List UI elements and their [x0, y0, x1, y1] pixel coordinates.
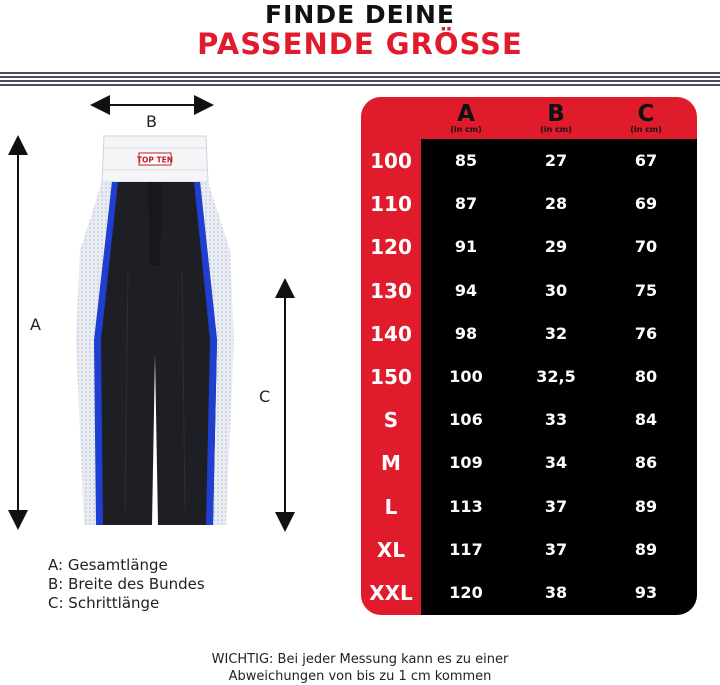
- dimension-b-label: B: [146, 112, 157, 131]
- value-cell-c: 75: [634, 280, 658, 300]
- value-cell-a: 91: [454, 237, 478, 257]
- size-table: [361, 97, 697, 615]
- value-cell-a: 98: [454, 323, 478, 343]
- value-cell-a: 94: [454, 280, 478, 300]
- value-cell-b: 38: [544, 583, 568, 602]
- size-cell: L: [384, 494, 398, 519]
- legend-item-b: B: Breite des Bundes: [48, 575, 205, 593]
- table-row: [361, 182, 697, 225]
- measurement-legend: [48, 556, 205, 613]
- value-cell-c: 89: [634, 539, 658, 559]
- size-cell: XL: [376, 537, 406, 562]
- footer-line-2: Abweichungen von bis zu 1 cm kommen: [228, 669, 492, 684]
- table-row: [361, 528, 697, 571]
- table-row: [361, 355, 697, 398]
- legend-item-c: C: Schrittlänge: [48, 594, 160, 612]
- size-cell: 130: [370, 278, 412, 303]
- value-cell-b: 37: [544, 496, 568, 516]
- value-cell-c: 86: [634, 453, 658, 473]
- value-cell-c: 93: [634, 583, 658, 602]
- value-cell-b: 33: [544, 410, 568, 430]
- value-cell-b: 32,5: [536, 367, 576, 386]
- table-row: [361, 571, 697, 614]
- value-cell-c: 84: [634, 410, 658, 430]
- value-cell-c: 67: [634, 151, 658, 170]
- size-cell: 100: [370, 149, 412, 173]
- table-row: [361, 225, 697, 268]
- size-cell: 120: [370, 235, 412, 260]
- legend-item-a: A: Gesamtlänge: [48, 556, 168, 574]
- size-cell: 140: [370, 321, 412, 346]
- value-cell-b: 34: [544, 453, 568, 473]
- value-cell-b: 27: [544, 151, 568, 170]
- value-cell-a: 100: [449, 367, 483, 386]
- size-cell: XXL: [369, 581, 413, 605]
- value-cell-a: 120: [449, 583, 483, 602]
- value-cell-b: 28: [544, 194, 568, 214]
- footer-note: [0, 651, 720, 685]
- value-cell-c: 70: [634, 237, 658, 257]
- value-cell-a: 109: [449, 453, 483, 473]
- title-line-2: PASSENDE GRÖSSE: [197, 27, 523, 61]
- value-cell-a: 87: [454, 194, 478, 214]
- column-header-a: A (in cm): [450, 101, 482, 134]
- dimension-a-label: A: [30, 315, 41, 334]
- value-cell-b: 37: [544, 539, 568, 559]
- value-cell-c: 89: [634, 496, 658, 516]
- value-cell-b: 32: [544, 323, 568, 343]
- table-row: [361, 441, 697, 484]
- header-divider: [0, 72, 720, 86]
- dimension-c-label: C: [259, 387, 271, 406]
- value-cell-a: 106: [449, 410, 483, 430]
- table-row: [361, 485, 697, 528]
- value-cell-a: 85: [454, 151, 478, 170]
- table-row: [361, 312, 697, 355]
- value-cell-a: 117: [449, 539, 483, 559]
- size-cell: 150: [370, 365, 412, 389]
- table-row: [361, 139, 697, 182]
- size-cell: S: [383, 408, 399, 433]
- size-cell: M: [381, 451, 401, 476]
- page-header: [0, 0, 720, 76]
- value-cell-c: 80: [634, 367, 658, 386]
- value-cell-b: 30: [544, 280, 568, 300]
- brand-tag-text: TOP TEN: [136, 155, 174, 165]
- value-cell-a: 113: [449, 496, 483, 516]
- value-cell-c: 76: [634, 323, 658, 343]
- title-line-1: FINDE DEINE: [265, 0, 455, 29]
- pants-diagram: [0, 90, 360, 630]
- table-row: [361, 398, 697, 441]
- footer-line-1: WICHTIG: Bei jeder Messung kann es zu einer: [211, 652, 509, 667]
- column-header-b: B (in cm): [540, 101, 572, 134]
- value-cell-b: 29: [544, 237, 568, 257]
- value-cell-c: 69: [634, 194, 658, 214]
- table-row: [361, 269, 697, 312]
- size-cell: 110: [370, 192, 412, 217]
- column-header-c: C (in cm): [630, 101, 662, 134]
